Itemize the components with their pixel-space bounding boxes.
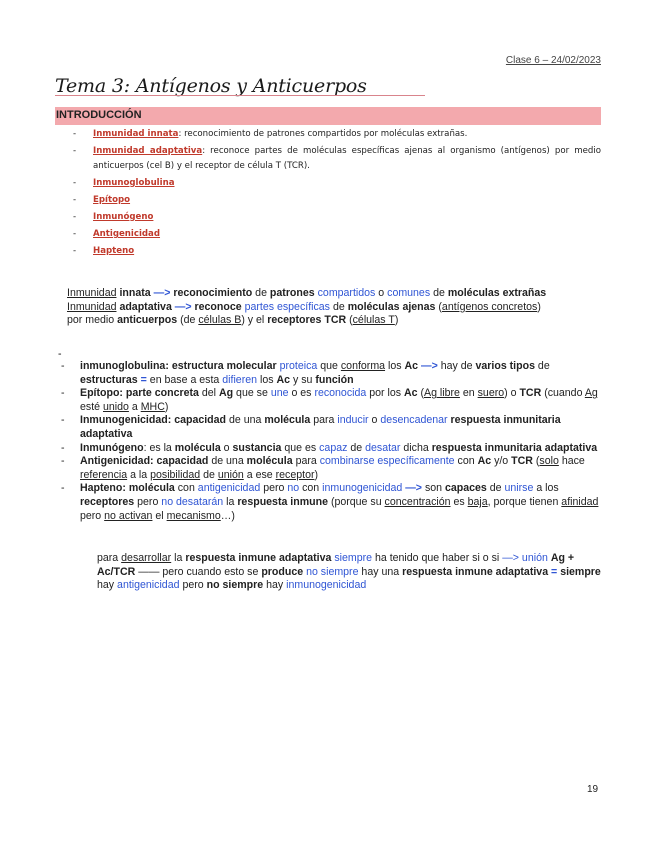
page-title: Tema 3: Antígenos y Anticuerpos [55,75,367,97]
intro-term: Inmunidad adaptativa [93,146,203,156]
intro-term: Inmunoglobulina [93,178,175,188]
summary-paragraph [67,287,601,328]
intro-heading-bar [55,107,601,125]
intro-text: : reconoce partes de moléculas específicas ajenas al organismo (antígenos) por medio anticuerpos (cel B) y el receptor de célula T (TCR). [93,146,601,171]
page-number: 19 [587,784,599,795]
intro-term: Inmunidad innata [93,129,179,139]
intro-term: Antigenicidad [93,229,161,239]
definitions-list [58,360,600,523]
note-paragraph: para desarrollar la respuesta inmune adaptativa siempre ha tenido que haber si o si —> unión Ag + Ac/TCR —— pero cuando esto se produce no siempre hay una respuesta inmune adaptativa = siempre hay antigenicidad pero no siempre hay inmunogenicidad [97,552,601,592]
summary-line-innate: Inmunidad innata —> reconocimiento de patrones compartidos o comunes de moléculas extrañas [67,287,547,299]
intro-term: Inmunógeno [93,212,154,222]
intro-term: Epítopo [93,195,131,205]
definition-antigenicidad: - Antigenicidad: capacidad de una molécula para combinarse específicamente con Ac y/o TCR (solo hace referencia a la posibilidad de unión a ese receptor) [58,455,600,482]
lecture-date: Clase 6 – 24/02/2023 [505,55,601,66]
intro-item [73,193,601,208]
summary-line-adaptive: Inmunidad adaptativa —> reconoce partes específicas de moléculas ajenas (antígenos concretos) [67,300,541,313]
definition-inmunoglobulina: - inmunoglobulina: estructura molecular proteica que conforma los Ac —> hay de varios tipos de estructuras = en base a esta difieren los Ac y su función [58,360,600,387]
intro-item [73,244,601,259]
definition-hapteno: - Hapteno: molécula con antigenicidad pero no con inmunogenicidad —> son capaces de unirse a los receptores pero no desatarán la respuesta inmune (porque su concentración es baja, porque tienen afinidad pero no activan el mecanismo…) [58,482,600,523]
title-underline [55,95,425,96]
intro-heading: INTRODUCCIÓN [56,109,142,121]
intro-item [73,127,601,142]
intro-item [73,210,601,225]
intro-item [73,176,601,191]
intro-text: : reconocimiento de patrones compartidos por moléculas extrañas. [178,129,468,139]
definition-inmunogeno: - Inmunógeno: es la molécula o sustancia que es capaz de desatar dicha respuesta inmunitaria adaptativa [58,442,600,456]
intro-item [73,144,601,174]
empty-bullet: - [58,348,62,360]
intro-list [73,125,601,261]
definition-epitopo: - Epítopo: parte concreta del Ag que se une o es reconocida por los Ac (Ag libre en suero) o TCR (cuando Ag esté unido a MHC) [58,387,600,414]
definition-inmunogenicidad: - Inmunogenicidad: capacidad de una molécula para inducir o desencadenar respuesta inmunitaria adaptativa [58,414,600,441]
intro-term: Hapteno [93,246,135,256]
intro-item [73,227,601,242]
summary-line-means: por medio anticuerpos (de células B) y el receptores TCR (células T) [67,314,399,327]
